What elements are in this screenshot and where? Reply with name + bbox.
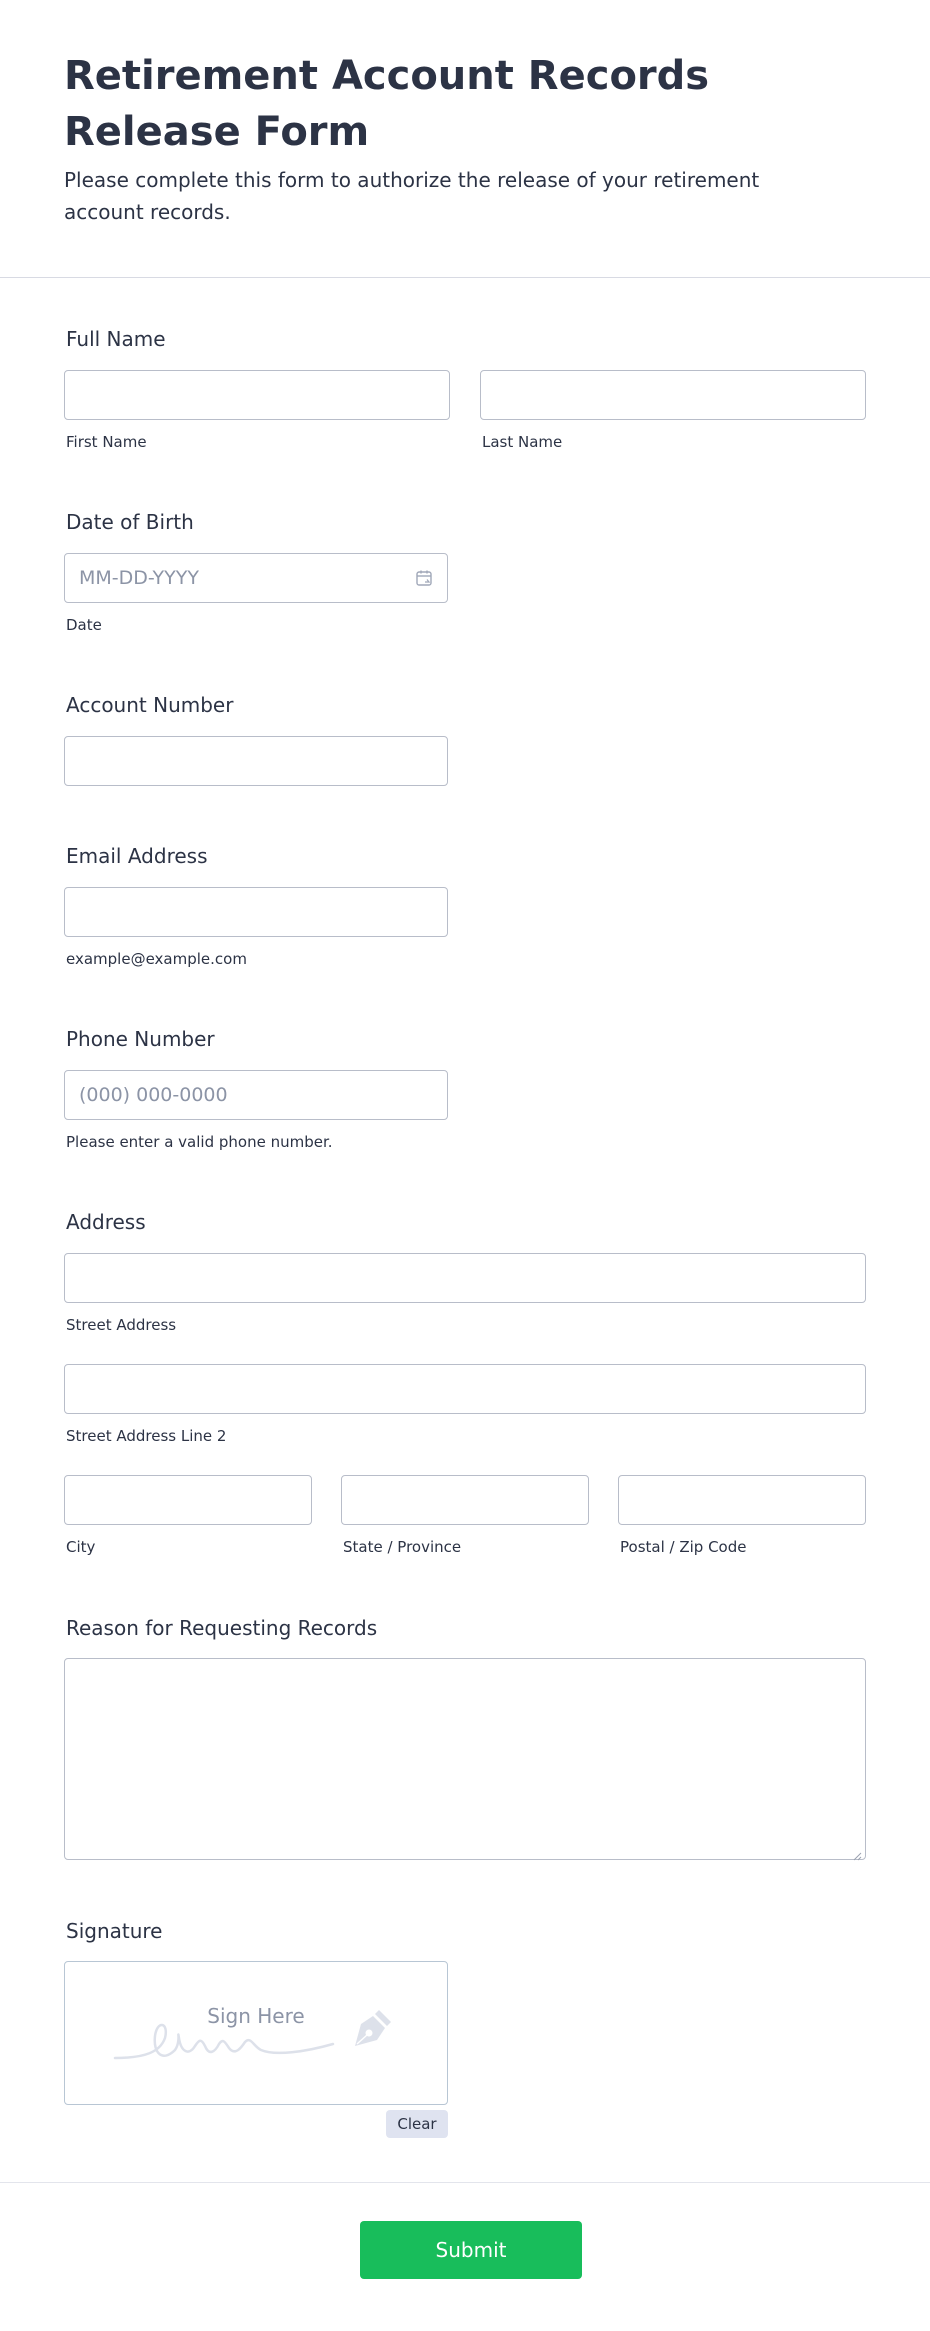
last-name-sublabel: Last Name bbox=[482, 433, 563, 451]
state-sublabel: State / Province bbox=[343, 1538, 462, 1556]
full-name-label: Full Name bbox=[66, 327, 166, 351]
date-of-birth-input[interactable] bbox=[64, 553, 448, 603]
signature-pad[interactable] bbox=[64, 1961, 448, 2105]
street-address-input[interactable] bbox=[64, 1253, 866, 1303]
email-input[interactable] bbox=[64, 887, 448, 937]
city-sublabel: City bbox=[66, 1538, 96, 1556]
phone-sublabel: Please enter a valid phone number. bbox=[66, 1133, 333, 1151]
signature-label: Signature bbox=[66, 1919, 163, 1943]
clear-signature-button[interactable]: Clear bbox=[386, 2110, 448, 2138]
form-header bbox=[0, 0, 930, 278]
address-label: Address bbox=[66, 1210, 146, 1234]
resize-handle-icon[interactable] bbox=[852, 1846, 862, 1856]
account-number-input[interactable] bbox=[64, 736, 448, 786]
state-input[interactable] bbox=[341, 1475, 589, 1525]
reason-textarea[interactable] bbox=[64, 1658, 866, 1860]
zip-sublabel: Postal / Zip Code bbox=[620, 1538, 747, 1556]
submit-button[interactable]: Submit bbox=[360, 2221, 582, 2279]
form-subtitle: Please complete this form to authorize the release of your retirement account records. bbox=[64, 168, 760, 224]
street-address-line2-input[interactable] bbox=[64, 1364, 866, 1414]
phone-input[interactable] bbox=[64, 1070, 448, 1120]
sign-here-text: Sign Here bbox=[207, 2004, 305, 2028]
first-name-sublabel: First Name bbox=[66, 433, 147, 451]
phone-label: Phone Number bbox=[66, 1027, 215, 1051]
email-label: Email Address bbox=[66, 844, 208, 868]
date-sublabel: Date bbox=[66, 616, 102, 634]
first-name-input[interactable] bbox=[64, 370, 450, 420]
phone-placeholder: (000) 000-0000 bbox=[79, 1084, 228, 1106]
email-sublabel: example@example.com bbox=[66, 950, 247, 968]
account-number-label: Account Number bbox=[66, 693, 234, 717]
date-of-birth-label: Date of Birth bbox=[66, 510, 194, 534]
pen-nib-icon bbox=[349, 2006, 395, 2052]
reason-label: Reason for Requesting Records bbox=[66, 1616, 378, 1640]
zip-input[interactable] bbox=[618, 1475, 866, 1525]
last-name-input[interactable] bbox=[480, 370, 866, 420]
form-title: Retirement Account Records Release Form bbox=[64, 53, 710, 155]
street-address-sublabel: Street Address bbox=[66, 1316, 177, 1334]
calendar-icon[interactable] bbox=[415, 569, 433, 587]
city-input[interactable] bbox=[64, 1475, 312, 1525]
street-address-line2-sublabel: Street Address Line 2 bbox=[66, 1427, 227, 1445]
date-placeholder: MM-DD-YYYY bbox=[79, 567, 199, 589]
